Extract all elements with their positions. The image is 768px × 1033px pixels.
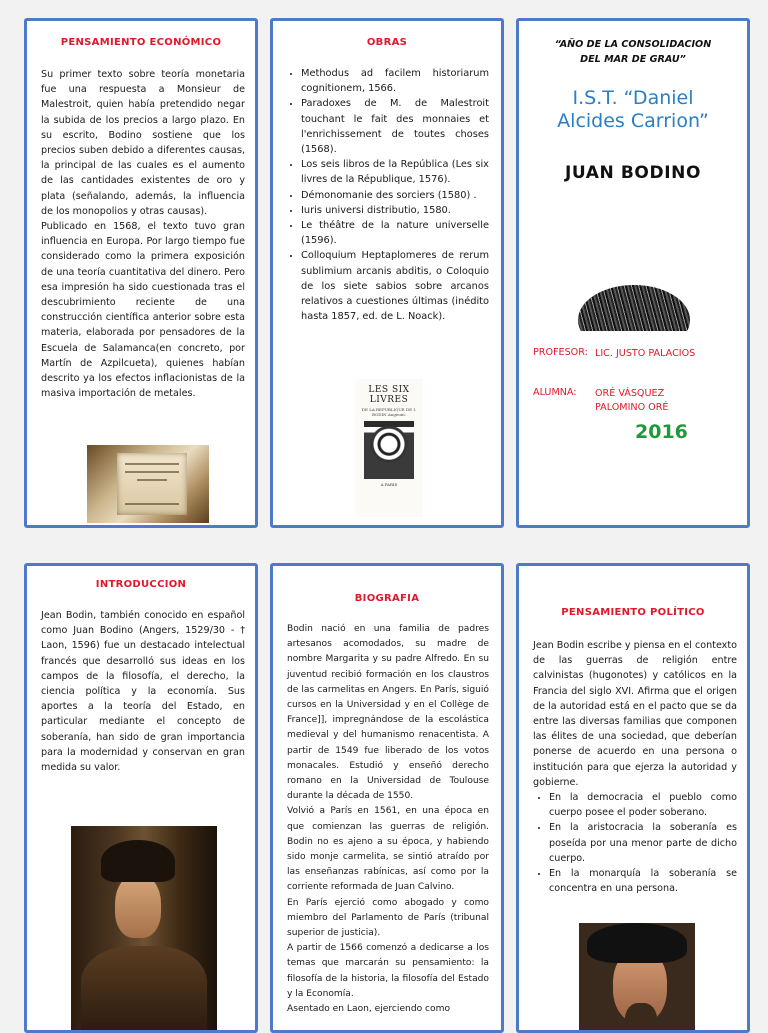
paragraph: Su primer texto sobre teoría monetaria fue una respuesta a Monsieur de Malestroit, quien había pretendido negar la subida de los precios a largo plazo. En su escrito, Bodino sostiene que los precios suben debido a diferentes causas, la principal de las cuales es el aumento de las cantidades existentes de oro y plata (señalando, además, la influencia de los monopolios y otras causas).	[41, 69, 245, 217]
list-item: • Los seis libros de la República (Les six livres de la République, 1576).	[301, 157, 489, 187]
paragraph: En París ejerció como abogado y como miembro del Parlamento de París (tribunal superior de justicia).	[287, 897, 489, 939]
panel-introduccion	[24, 563, 258, 1033]
year-motto	[519, 37, 747, 67]
beard	[625, 1003, 657, 1033]
section-title: PENSAMIENTO ECONÓMICO	[60, 37, 222, 48]
book-heading: LES SIX LIVRES	[368, 385, 410, 405]
profesor-label: PROFESOR:	[533, 347, 588, 358]
paragraph: Bodin nació en una familia de padres artesanos acomodados, su madre de nombre Margarita y su padre Alfredo. En su juventud recibió formación en los claustros de las carmelitas en Angers. En París, siguió cursos en la Universidad y en el Collège de France]], impregnándose de la escolástica medieval y del humanismo renacentista. A partir de 1549 fue liberado de los votos monacales. Estudió y enseñó derecho romano en la Universidad de Toulouse durante la década de 1550.	[287, 624, 489, 802]
book-title-page-image	[355, 379, 423, 517]
section-body	[41, 608, 245, 775]
alumna-name-line: PALOMINO ORÉ	[595, 402, 669, 413]
alumna-label: ALUMNA:	[533, 387, 577, 398]
works-list	[285, 66, 489, 324]
portrait-painting	[71, 826, 217, 1033]
section-body	[287, 622, 489, 1017]
panel-cover	[516, 18, 750, 528]
cap	[101, 840, 175, 882]
book-subtitle: DE LA REPUBLIQUE DE I. BODIN Angeuin.	[361, 407, 417, 417]
list-item: • Methodus ad facilem historiarum cognitionem, 1566.	[301, 66, 489, 96]
text-line	[125, 471, 179, 473]
list-item: • En la democracia el pueblo como cuerpo posee el poder soberano.	[549, 790, 737, 820]
book-imprint: A PARIS	[380, 482, 398, 487]
school-name-line: Alcides Carrion”	[557, 110, 709, 132]
text-line	[125, 463, 179, 465]
ruff-collar	[578, 285, 690, 331]
list-item: • Iuris universi distributio, 1580.	[301, 203, 489, 218]
year-motto-line: DEL MAR DE GRAU”	[580, 54, 686, 65]
portrait-ruff-image	[574, 285, 694, 331]
alumna-name	[595, 387, 668, 415]
text-line	[137, 479, 167, 481]
panel-pensamiento-politico	[516, 563, 750, 1033]
alumna-credit	[533, 387, 669, 413]
list-item: • Démonomanie des sorciers (1580) .	[301, 188, 489, 203]
section-body	[533, 638, 737, 896]
paragraph: Jean Bodin, también conocido en español como Juan Bodino (Angers, 1529/30 - † Laon, 1596) fue un destacado intelectual francés que desarrolló sus ideas en los campos de la filosofía, el derecho, la ciencia política y la economía. Sus aportes a la teoría del Estado, en particular mediante el concepto de soberanía, han sido de gran importancia para la modernidad y conservan en gran medida su valor.	[41, 610, 245, 774]
section-title: INTRODUCCION	[95, 579, 187, 590]
school-name-line: I.S.T. “Daniel	[572, 87, 694, 109]
section-body	[41, 67, 245, 401]
book-page	[117, 453, 187, 515]
list-item: • En la monarquía la soberanía se concentra en una persona.	[549, 866, 737, 896]
alumna-name-line: ORÉ VÁSQUEZ	[595, 388, 665, 399]
list-item: • Le théâtre de la nature universelle (1596).	[301, 218, 489, 248]
face	[115, 874, 161, 938]
list-item: • En la aristocracia la soberanía es poseída por una menor parte de dicho cuerpo.	[549, 820, 737, 866]
section-body	[285, 66, 489, 324]
list-item: • Colloquium Heptaplomeres de rerum sublimium arcanis abditis, o Coloquio de los siete sabios sobre arcanos relativos a cuestiones últimas (inédito hasta 1857, ed. de L. Noack).	[301, 248, 489, 324]
engraving-illustration	[364, 421, 414, 479]
profesor-name: LIC. JUSTO PALACIOS	[595, 348, 696, 359]
sovereignty-list	[533, 790, 737, 896]
section-title: OBRAS	[366, 37, 408, 48]
subject-title: JUAN BODINO	[564, 163, 702, 183]
cloak	[81, 946, 207, 1033]
panel-pensamiento-economico	[24, 18, 258, 528]
panel-obras	[270, 18, 504, 528]
section-title: BIOGRAFIA	[354, 593, 420, 604]
section-title: PENSAMIENTO POLÍTICO	[561, 607, 705, 618]
year-label: 2016	[635, 421, 688, 443]
paragraph: Jean Bodin escribe y piensa en el contexto de las guerras de religión entre calvinistas (hugonotes) y católicos en la Francia del siglo XVI. Afirma que el origen de la autoridad está en el pacto que se da entre las diversas familias que componen las élites de una sociedad, que deberían ponerse de acuerdo en una persona o institución para que ejerza la autoridad y gobierne.	[533, 640, 737, 788]
list-item: • Paradoxes de M. de Malestroit touchant le fait des monnaies et l'enrichissement de toutes choses (1568).	[301, 96, 489, 157]
panel-biografia	[270, 563, 504, 1033]
bodin-portrait-image	[579, 923, 695, 1033]
text-line	[125, 503, 179, 505]
year-motto-line: “AÑO DE LA CONSOLIDACION	[554, 39, 712, 50]
paragraph: Publicado en 1568, el texto tuvo gran influencia en Europa. Por largo tiempo fue considerado como la primera exposición de una teoría cuantitativa del dinero. Pero esa impresión ha sido cuestionada tras el descubrimiento reciente de una construcción científica anterior sobre esta materia, elaborada por pensadores de la Escuela de Salamanca(en concreto, por Martín de Azpilcueta), quienes habían descrito ya los efectos inflacionistas de la masiva importación de metales.	[41, 221, 245, 400]
old-book-photo	[87, 445, 209, 523]
paragraph: Volvió a París en 1561, en una época en que comienzan las guerras de religión. Bodin no es ajeno a su época, y habiendo sido monje carmelita, se sintió atraído por las enseñanzas rabínicas, así como por la corriente reformada de Juan Calvino.	[287, 806, 489, 893]
profesor-credit	[533, 347, 696, 359]
paragraph: Asentado en Laon, ejerciendo como	[287, 1004, 451, 1015]
school-name	[529, 87, 737, 133]
paragraph: A partir de 1566 comenzó a dedicarse a los temas que marcarán su pensamiento: la filosofía de la historia, la filosofía del Estado y la Economía.	[287, 943, 489, 999]
hat	[587, 923, 687, 963]
